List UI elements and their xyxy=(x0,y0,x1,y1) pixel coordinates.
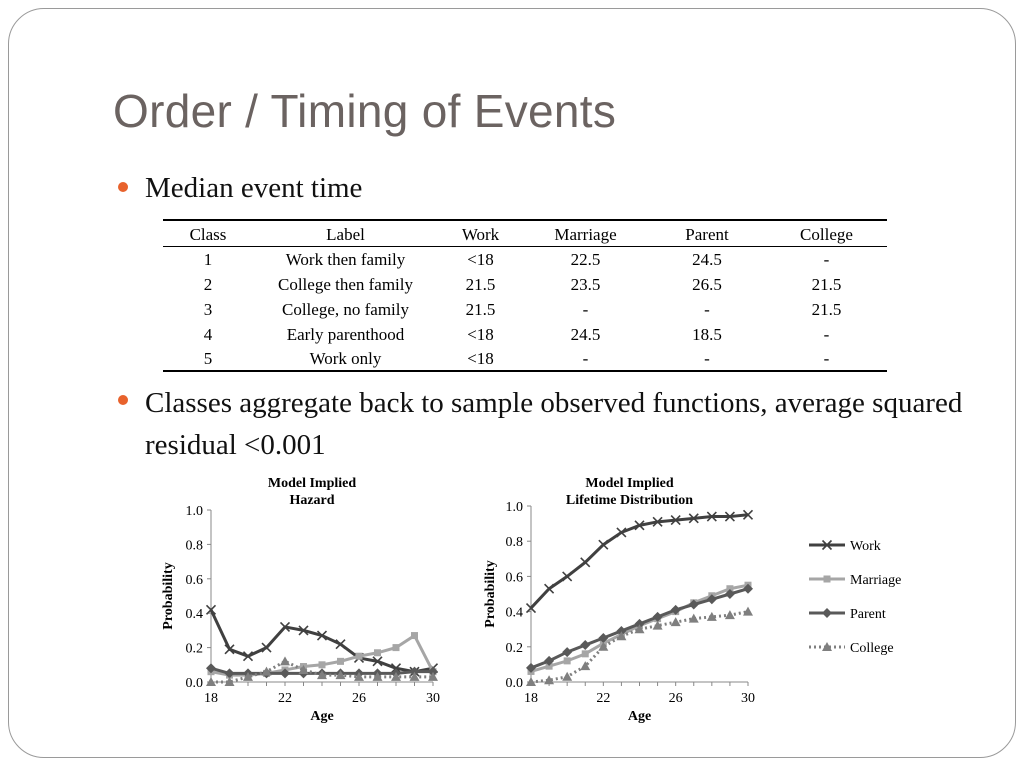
median-event-table xyxy=(163,219,887,372)
table-cell: 26.5 xyxy=(692,274,722,294)
table-cell: Work only xyxy=(253,347,438,371)
bullet-classes-aggregate: Classes aggregate back to sample observed functions, average squared residual <0.001 xyxy=(145,387,963,461)
y-axis-label: Probability xyxy=(483,560,498,628)
legend-label-parent: Parent xyxy=(850,607,886,622)
col-header-marriage: Marriage xyxy=(523,220,648,247)
diamond-icon xyxy=(822,608,832,618)
table-row xyxy=(163,272,887,297)
col-header-class: Class xyxy=(163,220,253,247)
data-point-work xyxy=(563,572,572,581)
lifetime-distribution-chart xyxy=(470,468,780,734)
table-cell: Work then family xyxy=(285,249,406,269)
y-tick-label: 0.0 xyxy=(505,676,523,691)
table-cell: 5 xyxy=(163,347,253,371)
y-tick-label: 0.0 xyxy=(185,676,203,691)
y-tick-label: 0.2 xyxy=(185,641,203,657)
x-axis-label: Age xyxy=(627,709,652,724)
table-cell: - xyxy=(523,347,648,371)
table-cell: - xyxy=(704,299,710,319)
data-point-college xyxy=(280,656,290,665)
y-tick-label: 0.4 xyxy=(505,605,523,621)
x-tick-label: 30 xyxy=(426,691,440,706)
x-tick-label: 26 xyxy=(668,691,683,706)
data-point-marriage xyxy=(411,632,418,639)
table-cell: Early parenthood xyxy=(286,324,405,344)
hazard-chart xyxy=(150,472,450,734)
data-point-college xyxy=(671,617,681,626)
legend-label-work: Work xyxy=(850,539,881,554)
data-point-work xyxy=(599,540,608,549)
data-point-college xyxy=(580,661,590,670)
y-tick-label: 0.2 xyxy=(505,640,523,656)
table-cell: - xyxy=(766,347,887,371)
table-cell: 3 xyxy=(203,299,213,319)
legend-label-college: College xyxy=(850,641,894,656)
data-point-marriage xyxy=(356,653,363,660)
bullet-icon xyxy=(118,395,128,405)
col-header-parent: Parent xyxy=(648,220,766,247)
data-point-marriage xyxy=(564,657,571,664)
y-axis-label: Probability xyxy=(161,562,176,630)
y-tick-label: 0.8 xyxy=(505,535,523,551)
x-tick-label: 22 xyxy=(278,691,292,706)
table-header-row xyxy=(163,220,887,247)
y-tick-label: 0.8 xyxy=(185,538,203,554)
col-header-work: Work xyxy=(438,220,523,247)
table-cell: 22.5 xyxy=(570,249,601,269)
table-cell: 24.5 xyxy=(570,324,601,344)
table-cell: <18 xyxy=(438,347,523,371)
y-tick-label: 0.6 xyxy=(505,570,523,586)
chart-title: Hazard xyxy=(289,493,335,508)
data-point-work xyxy=(581,558,590,567)
table-cell: 4 xyxy=(203,324,213,344)
y-tick-label: 0.4 xyxy=(185,607,203,623)
data-point-work xyxy=(545,584,554,593)
data-point-marriage xyxy=(393,644,400,651)
table-row xyxy=(163,297,887,322)
x-tick-label: 26 xyxy=(352,691,366,706)
table-cell: 2 xyxy=(203,274,213,294)
table-cell: 21.5 xyxy=(465,274,496,294)
x-tick-label: 18 xyxy=(204,691,218,706)
table-cell: 21.5 xyxy=(811,274,842,294)
data-point-parent xyxy=(562,647,572,657)
chart-legend xyxy=(805,530,935,660)
slide-title: Order / Timing of Events xyxy=(113,85,617,137)
square-icon xyxy=(824,576,831,583)
x-tick-label: 22 xyxy=(596,691,611,706)
table-cell: 1 xyxy=(203,249,213,269)
y-tick-label: 1.0 xyxy=(505,500,523,515)
data-point-marriage xyxy=(337,658,344,665)
x-tick-label: 30 xyxy=(741,691,755,706)
col-header-label: Label xyxy=(253,220,438,247)
table-cell: College then family xyxy=(277,274,414,294)
x-axis-label: Age xyxy=(310,709,334,724)
chart-title: Model Implied xyxy=(585,476,674,491)
chart-title: Model Implied xyxy=(267,476,357,491)
table-cell: - xyxy=(823,249,830,269)
table-row xyxy=(163,247,887,273)
data-point-college xyxy=(725,610,735,619)
bullet-icon xyxy=(118,182,128,192)
table-cell: College, no family xyxy=(281,299,409,319)
table-cell: - xyxy=(648,347,766,371)
data-point-marriage xyxy=(319,661,326,668)
table-cell: <18 xyxy=(467,324,494,344)
legend-label-marriage: Marriage xyxy=(850,573,902,588)
table-cell: 24.5 xyxy=(692,249,722,269)
table-cell: - xyxy=(582,299,589,319)
table-cell: <18 xyxy=(467,249,494,269)
table-row xyxy=(163,347,887,371)
x-tick-label: 18 xyxy=(524,691,538,706)
y-tick-label: 0.6 xyxy=(185,572,203,588)
col-header-college: College xyxy=(766,220,887,247)
bullet-median-event-time: Median event time xyxy=(145,172,363,204)
table-cell: - xyxy=(823,324,830,344)
y-tick-label: 1.0 xyxy=(185,504,203,519)
data-point-parent xyxy=(580,640,590,650)
table-row xyxy=(163,322,887,347)
table-cell: 21.5 xyxy=(811,299,842,319)
table-cell: 18.5 xyxy=(692,324,722,344)
data-point-marriage xyxy=(582,650,589,657)
table-cell: 21.5 xyxy=(465,299,496,319)
chart-title: Lifetime Distribution xyxy=(565,493,694,508)
data-point-marriage xyxy=(374,649,381,656)
table-cell: 23.5 xyxy=(570,274,601,294)
